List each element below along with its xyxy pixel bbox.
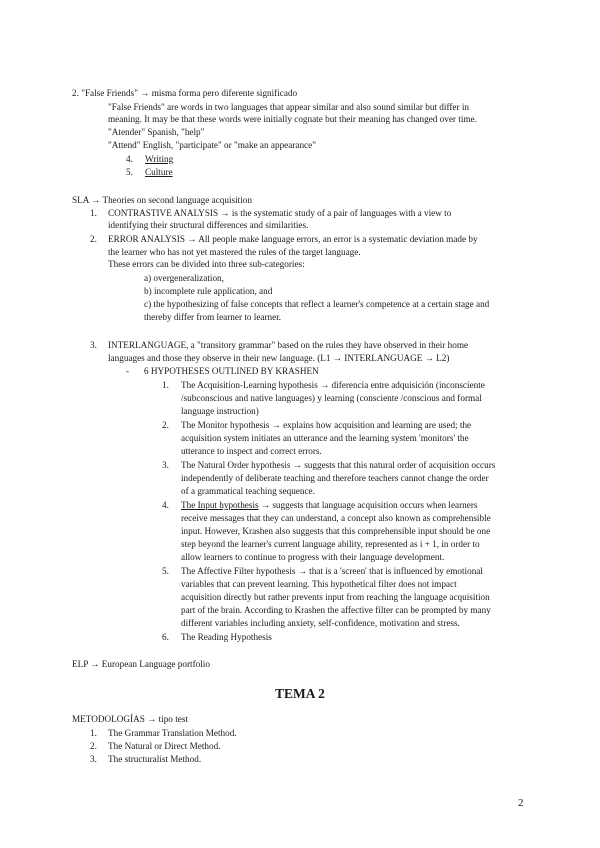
contrastive-analysis-line: identifying their structural differences and similarities. [108, 220, 309, 230]
page-number: 2 [518, 797, 524, 809]
paragraph-line: "Atender" Spanish, "help" [108, 127, 205, 137]
list-number: 5. [162, 566, 169, 576]
list-number: 4. [162, 500, 169, 510]
interlanguage-line: INTERLANGUAGE, a "transitory grammar" based on the rules they have observed in their home [108, 340, 469, 350]
hypothesis-line: input. However, Krashen also suggests that this comprehensible input should be one [181, 526, 491, 536]
hypothesis-line: different variables including anxiety, self-confidence, motivation and stress. [181, 618, 460, 628]
list-number: 2. [90, 741, 97, 751]
list-number: 4. [126, 154, 133, 164]
contrastive-analysis-line: CONTRASTIVE ANALYSIS → is the systematic study of a pair of languages with a view to [108, 208, 452, 218]
list-item-writing: Writing [145, 154, 174, 164]
list-number: 3. [162, 460, 169, 470]
dash-bullet: - [126, 366, 130, 376]
krashen-heading: 6 HYPOTHESES OUTLINED BY KRASHEN [144, 366, 319, 376]
hypothesis-line: language instruction) [181, 406, 259, 416]
interlanguage-line: languages and those they observe in their new language. (L1 → INTERLANGUAGE → L2) [108, 353, 450, 363]
error-subcategory: thereby differ from learner to learner. [144, 312, 282, 322]
hypothesis-line: step beyond the learner's current language ability, represented as i + 1, in order to [181, 539, 480, 549]
hypothesis-line: variables that can prevent learning. This hypothetical filter does not impact [181, 579, 457, 589]
error-subcategory: a) overgeneralization, [144, 273, 224, 283]
list-number: 2. [90, 234, 97, 244]
elp-line: ELP → European Language portfolio [72, 659, 210, 669]
list-number: 1. [162, 380, 169, 390]
hypothesis-line: acquisition system initiates an utterance and the learning system 'monitors' the [181, 433, 469, 443]
hypothesis-line: receive messages that they can understand, a concept also known as comprehensible [181, 513, 491, 523]
hypothesis-line: acquisition directly but rather prevents input from reaching the language acquisition [181, 592, 490, 602]
hypothesis-line: utterance to inspect and correct errors. [181, 446, 322, 456]
false-friends-heading: 2. "False Friends" → misma forma pero diferente significado [72, 88, 298, 98]
hypothesis-line: The Reading Hypothesis [181, 632, 272, 642]
list-number: 6. [162, 632, 169, 642]
section-title: TEMA 2 [275, 686, 325, 701]
list-number: 5. [126, 167, 133, 177]
input-hypothesis-first-line [181, 499, 478, 511]
sla-heading: SLA → Theories on second language acquisition [72, 195, 252, 205]
paragraph-line: "Attend" English, "participate" or "make an appearance" [108, 140, 316, 150]
hypothesis-line: The Natural Order hypothesis → suggests that this natural order of acquisition occurs [181, 460, 496, 470]
hypothesis-text: → suggests that language acquisition occurs when learners [258, 500, 478, 510]
metodologias-heading: METODOLOGÍAS → tipo test [72, 714, 188, 724]
method-item: The Grammar Translation Method. [108, 728, 237, 738]
error-categories-intro: These errors can be divided into three sub-categories: [108, 259, 305, 269]
input-hypothesis-title: The Input hypothesis [181, 500, 259, 510]
hypothesis-line: allow learners to continue to progress with their language development. [181, 552, 445, 562]
paragraph-line: meaning. It may be that these words were initially cognate but their meaning has changed over time. [108, 114, 477, 124]
list-number: 3. [90, 340, 97, 350]
method-item: The Natural or Direct Method. [108, 741, 221, 751]
hypothesis-line: of a grammatical teaching sequence. [181, 486, 315, 496]
list-number: 3. [90, 754, 97, 764]
hypothesis-line: The Monitor hypothesis → explains how acquisition and learning are used; the [181, 420, 472, 430]
list-number: 1. [90, 728, 97, 738]
error-subcategory: b) incomplete rule application, and [144, 286, 273, 296]
list-item-culture: Culture [145, 167, 173, 177]
error-analysis-line: the learner who has not yet mastered the rules of the target language. [108, 247, 361, 257]
hypothesis-line: /subconscious and native languages) y learning (consciente /conscious and formal [181, 393, 482, 403]
paragraph-line: "False Friends" are words in two languages that appear similar and also sound similar but differ in [108, 102, 469, 112]
method-item: The structuralist Method. [108, 754, 202, 764]
list-number: 2. [162, 420, 169, 430]
hypothesis-line: The Acquisition-Learning hypothesis → diferencia entre adquisición (inconsciente [181, 380, 485, 390]
hypothesis-line: part of the brain. According to Krashen the affective filter can be prompted by many [181, 605, 491, 615]
hypothesis-line: independently of deliberate teaching and therefore teachers cannot change the order [181, 473, 489, 483]
hypothesis-line: The Affective Filter hypothesis → that is a 'screen' that is influenced by emotional [181, 566, 483, 576]
list-number: 1. [90, 208, 97, 218]
error-subcategory: c) the hypothesizing of false concepts that reflect a learner's competence at a certain stage and [144, 299, 490, 309]
error-analysis-line: ERROR ANALYSIS → All people make language errors, an error is a systematic deviation made by [108, 234, 478, 244]
